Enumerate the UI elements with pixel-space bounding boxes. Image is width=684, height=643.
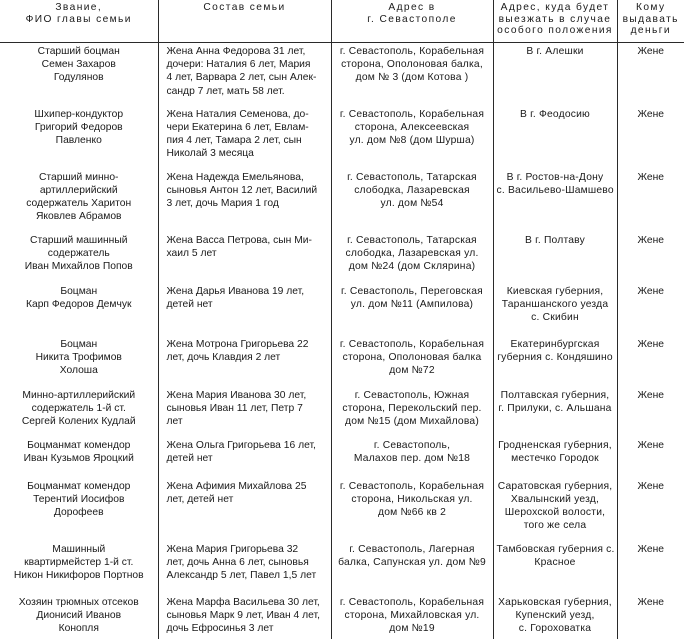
cell-line: Иван Михайлов Попов — [24, 260, 133, 272]
cell-line: Екатеринбургская — [510, 338, 600, 350]
cell-line: Шхипер-кондуктор — [34, 108, 124, 120]
cell-line: Машинный — [52, 543, 106, 555]
cell-line: квартирмейстер 1-й ст. — [24, 556, 134, 568]
table-row — [0, 283, 684, 336]
cell-line: дом № 3 (дом Котова ) — [355, 72, 469, 84]
cell-evacuation — [493, 232, 617, 283]
cell-rank-name — [0, 232, 158, 283]
cell-line: Жена Мотрона Григорьева 22 — [166, 338, 309, 350]
cell-line: В г. Ростов-на-Дону — [506, 171, 604, 183]
cell-evacuation — [493, 437, 617, 478]
cell-line: г. Севастополь, Татарская — [347, 234, 477, 246]
cell-line: детей нет — [166, 452, 213, 464]
cell-line: Жена Афимия Михайлова 25 — [166, 480, 307, 492]
cell-line: Павленко — [55, 134, 102, 146]
cell-address — [331, 43, 493, 106]
cell-line: В г. Феодосию — [520, 108, 590, 120]
cell-line: сторона, Ополоновая балка, — [341, 59, 483, 71]
cell-line: Минно-артиллерийский — [22, 389, 136, 401]
table-row — [0, 106, 684, 169]
cell-line: Шерохской волости, — [504, 506, 606, 518]
cell-line: губерния с. Кондяшино — [497, 351, 613, 363]
cell-payee — [617, 232, 684, 283]
cell-line: Киевская губерния, — [506, 285, 604, 297]
table-row — [0, 43, 684, 106]
cell-line: г. Севастополь, Корабельная — [339, 596, 485, 608]
cell-line: г. Севастополь, Переговская — [341, 285, 483, 297]
cell-line: дом №19 — [389, 622, 435, 634]
cell-family — [158, 478, 331, 541]
cell-line: того же села — [523, 520, 587, 532]
cell-evacuation — [493, 478, 617, 541]
cell-line: 3 лет, дочь Мария 1 год — [166, 197, 279, 209]
cell-family — [158, 541, 331, 594]
cell-line: содержатель — [47, 247, 110, 259]
cell-line: сторона, Никольская ул. — [351, 493, 473, 505]
cell-line: лет, дочь Анна 6 лет, сыновья — [166, 556, 309, 568]
cell-evacuation — [493, 336, 617, 387]
cell-line: Иван Кузьмов Яроцкий — [23, 452, 134, 464]
header-line: Адрес в — [388, 2, 436, 13]
cell-family — [158, 387, 331, 437]
cell-address — [331, 478, 493, 541]
header-line: Кому — [636, 2, 666, 13]
cell-line: Николай 3 месяца — [166, 148, 254, 160]
cell-line: артиллерийский — [39, 184, 118, 196]
cell-family — [158, 437, 331, 478]
header-family — [158, 0, 331, 43]
cell-rank-name — [0, 541, 158, 594]
cell-line: ул. дом №11 (Ампилова) — [350, 298, 474, 310]
cell-line: дочь Ефросинья 3 лет — [166, 622, 274, 634]
cell-line: Харьковская губерния, — [498, 596, 612, 608]
header-row — [0, 0, 684, 43]
cell-line: Никита Трофимов — [35, 351, 122, 363]
cell-line: слободка, Лазаревская ул. — [345, 247, 479, 259]
header-address — [331, 0, 493, 43]
cell-payee — [617, 43, 684, 106]
cell-line: сыновья Марк 9 лет, Иван 4 лет, — [166, 609, 320, 621]
header-evacuation — [493, 0, 617, 43]
cell-payee — [617, 594, 684, 639]
cell-rank-name — [0, 437, 158, 478]
cell-rank-name — [0, 106, 158, 169]
cell-line: Жена Ольга Григорьева 16 лет, — [166, 439, 316, 451]
cell-line: дом №66 кв 2 — [378, 506, 446, 518]
cell-line: Жене — [637, 234, 665, 246]
cell-line: дочери: Наталия 6 лет, Мария — [166, 59, 311, 71]
cell-line: 4 лет, Варвара 2 лет, сын Алек- — [166, 72, 317, 84]
cell-line: Жена Мария Григорьева 32 — [166, 543, 299, 555]
table-row — [0, 169, 684, 232]
cell-line: Семен Захаров — [41, 59, 116, 71]
table-row — [0, 336, 684, 387]
cell-evacuation — [493, 541, 617, 594]
cell-line: Тамбовская губерния с. — [496, 543, 615, 555]
header-line: Звание, — [55, 2, 103, 13]
cell-family — [158, 336, 331, 387]
table-row — [0, 541, 684, 594]
cell-line: Годулянов — [53, 72, 104, 84]
cell-line: ул. дом №54 — [380, 197, 444, 209]
cell-line: Жене — [637, 46, 665, 57]
cell-evacuation — [493, 106, 617, 169]
cell-line: слободка, Лазаревская — [354, 184, 470, 196]
cell-line: г. Севастополь, — [373, 439, 451, 451]
cell-address — [331, 283, 493, 336]
cell-line: с. Скибин — [531, 311, 579, 323]
cell-line: Красное — [534, 556, 576, 568]
cell-rank-name — [0, 169, 158, 232]
cell-evacuation — [493, 169, 617, 232]
table-row — [0, 478, 684, 541]
cell-address — [331, 106, 493, 169]
cell-line: Жене — [637, 480, 665, 492]
cell-line: Жене — [637, 285, 665, 297]
table-row — [0, 437, 684, 478]
cell-line: Александр 5 лет, Павел 1,5 лет — [166, 569, 317, 581]
cell-payee — [617, 387, 684, 437]
cell-line: Боцманмат комендор — [27, 480, 131, 492]
cell-line: Старший минно- — [39, 171, 119, 183]
cell-line: лет, детей нет — [166, 493, 234, 505]
cell-line: Жене — [637, 543, 665, 555]
cell-address — [331, 169, 493, 232]
cell-rank-name — [0, 387, 158, 437]
cell-line: г. Севастополь, Корабельная — [339, 108, 485, 120]
cell-payee — [617, 541, 684, 594]
cell-line: Дорофеев — [53, 506, 104, 518]
cell-line: Жене — [637, 108, 665, 120]
cell-line: пия 4 лет, Тамара 2 лет, сын — [166, 134, 302, 146]
header-line: Состав семьи — [203, 2, 286, 13]
cell-line: Жена Надежда Емельянова, — [166, 171, 304, 183]
header-line: выезжать в случае — [498, 13, 612, 25]
cell-line: В г. Полтаву — [525, 234, 585, 246]
cell-line: Жена Наталия Семенова, до- — [166, 108, 309, 120]
cell-line: Малахов пер. дом №18 — [353, 452, 471, 464]
cell-rank-name — [0, 478, 158, 541]
cell-line: сыновья Иван 11 лет, Петр 7 — [166, 402, 303, 414]
cell-payee — [617, 437, 684, 478]
cell-line: Жена Анна Федорова 31 лет, — [166, 46, 306, 57]
cell-family — [158, 43, 331, 106]
cell-line: г. Севастополь, Корабельная — [339, 338, 485, 350]
cell-line: г. Прилуки, с. Альшана — [498, 402, 612, 414]
cell-address — [331, 387, 493, 437]
cell-line: Гродненская губерния, — [498, 439, 612, 451]
cell-line: сыновья Антон 12 лет, Василий — [166, 184, 318, 196]
cell-evacuation — [493, 43, 617, 106]
cell-evacuation — [493, 594, 617, 639]
cell-line: балка, Сапунская ул. дом №9 — [338, 556, 486, 568]
cell-line: Боцман — [60, 338, 98, 350]
cell-rank-name — [0, 283, 158, 336]
table-row — [0, 232, 684, 283]
header-line: Адрес, куда будет — [500, 2, 610, 13]
cell-line: г. Севастополь, Татарская — [347, 171, 477, 183]
cell-line: сторона, Ополоновая балка — [342, 351, 482, 363]
cell-line: Саратовская губерния, — [497, 480, 613, 492]
cell-address — [331, 437, 493, 478]
cell-line: Терентий Иосифов — [33, 493, 125, 505]
header-line: особого положения — [497, 25, 613, 36]
cell-line: Хвалынский уезд, — [510, 493, 600, 505]
cell-rank-name — [0, 594, 158, 639]
cell-line: Жена Марфа Васильева 30 лет, — [166, 596, 320, 608]
cell-line: Старший боцман — [37, 46, 120, 57]
cell-line: Боцман — [60, 285, 98, 297]
cell-family — [158, 232, 331, 283]
cell-line: сторона, Перекольский пер. — [342, 402, 482, 414]
cell-line: Жене — [637, 596, 665, 608]
cell-address — [331, 336, 493, 387]
cell-line: Конопля — [58, 622, 99, 634]
cell-payee — [617, 106, 684, 169]
cell-family — [158, 283, 331, 336]
cell-line: содержатель 1-й ст. — [31, 402, 126, 414]
cell-line: Жене — [637, 439, 665, 451]
cell-line: с. Васильево-Шамшево — [496, 184, 614, 196]
cell-line: Жена Мария Иванова 30 лет, — [166, 389, 307, 401]
cell-line: детей нет — [166, 298, 213, 310]
cell-line: Григорий Федоров — [34, 121, 123, 133]
cell-payee — [617, 169, 684, 232]
cell-line: местечко Городок — [511, 452, 599, 464]
table-row — [0, 594, 684, 639]
cell-line: В г. Алешки — [526, 46, 584, 57]
cell-line: с. Гороховатка — [518, 622, 592, 634]
header-line: г. Севастополе — [367, 13, 457, 25]
cell-family — [158, 169, 331, 232]
cell-family — [158, 594, 331, 639]
cell-rank-name — [0, 43, 158, 106]
header-line: деньги — [630, 25, 671, 36]
cell-line: г. Севастополь, Южная — [354, 389, 470, 401]
cell-line: г. Севастополь, Корабельная — [339, 46, 485, 57]
cell-line: лет — [166, 415, 183, 427]
cell-line: дом №15 (дом Михайлова) — [345, 415, 479, 427]
cell-line: Полтавская губерния, — [500, 389, 610, 401]
cell-line: содержатель Харитон — [26, 197, 132, 209]
cell-line: чери Екатерина 6 лет, Евлам- — [166, 121, 309, 133]
cell-address — [331, 541, 493, 594]
cell-line: Старший машинный — [30, 234, 128, 246]
header-line: выдавать — [622, 13, 679, 25]
cell-line: сторона, Михайловская ул. — [344, 609, 480, 621]
cell-address — [331, 594, 493, 639]
cell-line: дом №24 (дом Склярина) — [348, 260, 476, 272]
cell-line: дом №72 — [389, 364, 435, 376]
header-rank-name — [0, 0, 158, 43]
cell-line: лет, дочь Клавдия 2 лет — [166, 351, 281, 363]
cell-line: г. Севастополь, Лагерная — [349, 543, 475, 555]
cell-line: г. Севастополь, Корабельная — [339, 480, 485, 492]
cell-line: сандр 7 лет, мать 58 лет. — [166, 85, 285, 97]
cell-line: Жене — [637, 171, 665, 183]
cell-line: сторона, Алексеевская — [354, 121, 470, 133]
cell-line: Никон Никифоров Портнов — [13, 569, 144, 581]
cell-rank-name — [0, 336, 158, 387]
cell-line: Дионисий Иванов — [36, 609, 122, 621]
table-body — [0, 43, 684, 639]
cell-evacuation — [493, 283, 617, 336]
cell-line: Боцманмат комендор — [27, 439, 131, 451]
cell-address — [331, 232, 493, 283]
cell-line: Холоша — [59, 364, 98, 376]
cell-line: ул. дом №8 (дом Шурша) — [349, 134, 475, 146]
cell-line: Жене — [637, 338, 665, 350]
cell-line: Карп Федоров Демчук — [25, 298, 132, 310]
cell-line: Жена Дарья Иванова 19 лет, — [166, 285, 305, 297]
cell-line: Сергей Колених Кудлай — [21, 415, 136, 427]
cell-line: хаил 5 лет — [166, 247, 217, 259]
cell-payee — [617, 336, 684, 387]
table-row — [0, 387, 684, 437]
header-line: ФИО главы семьи — [25, 13, 132, 25]
cell-payee — [617, 283, 684, 336]
cell-line: Жена Васса Петрова, сын Ми- — [166, 234, 312, 246]
cell-line: Яковлев Абрамов — [35, 211, 122, 223]
header-payee — [617, 0, 684, 43]
cell-payee — [617, 478, 684, 541]
cell-line: Тараншанского уезда — [501, 298, 609, 310]
cell-line: Купенский уезд, — [515, 609, 595, 621]
cell-family — [158, 106, 331, 169]
cell-line: Жене — [637, 389, 665, 401]
cell-line: Хозяин трюмных отсеков — [18, 596, 139, 608]
cell-evacuation — [493, 387, 617, 437]
